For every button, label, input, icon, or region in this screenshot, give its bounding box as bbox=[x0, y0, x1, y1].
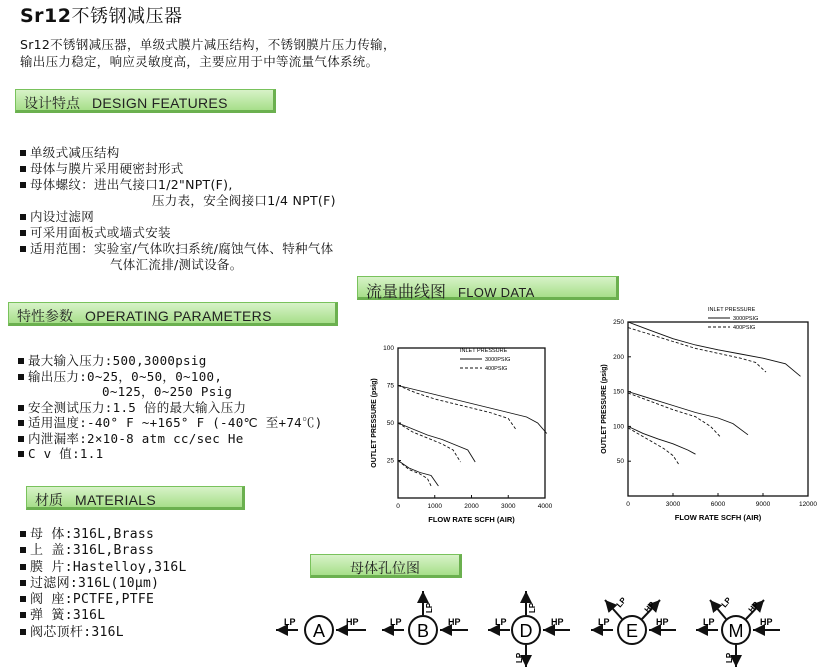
port-letter: E bbox=[625, 621, 639, 641]
bullet-icon bbox=[20, 596, 26, 602]
lp-label: LP bbox=[703, 617, 715, 627]
list-item: 弹 簧:316L bbox=[20, 608, 187, 624]
hp-label: HP bbox=[551, 617, 564, 627]
lp-label: LP bbox=[598, 617, 610, 627]
materials-banner bbox=[26, 486, 245, 510]
legend-entry: 400PSIG bbox=[733, 325, 756, 331]
lp-label: LP bbox=[284, 617, 296, 627]
product-name: 不锈钢减压器 bbox=[71, 6, 183, 27]
series-line bbox=[628, 392, 748, 435]
y-tick-label: 100 bbox=[383, 345, 394, 352]
series-line bbox=[398, 423, 461, 462]
list-item: 阀 座:PCTFE,PTFE bbox=[20, 592, 187, 608]
y-tick-label: 200 bbox=[613, 353, 624, 361]
hp-label: HP bbox=[642, 599, 657, 615]
series-line bbox=[628, 322, 801, 376]
legend-entry: 400PSIG bbox=[485, 366, 508, 372]
banner-en: OPERATING PARAMETERS bbox=[85, 308, 272, 324]
flow-data-banner bbox=[357, 276, 619, 300]
list-item: 适用范围：实验室/气体吹扫系统/腐蚀气体、特种气体 bbox=[20, 241, 336, 257]
list-item-continuation: 0~125，0~250 Psig bbox=[102, 384, 233, 399]
lp-label: LP bbox=[528, 602, 537, 613]
x-tick-label: 0 bbox=[396, 503, 400, 510]
hp-label: HP bbox=[448, 617, 461, 627]
x-tick-label: 9000 bbox=[755, 501, 771, 508]
banner-cn: 设计特点 bbox=[24, 96, 80, 112]
banner-en: DESIGN FEATURES bbox=[92, 95, 228, 111]
x-axis-label: FLOW RATE SCFH (AIR) bbox=[428, 515, 515, 524]
port-letter: M bbox=[728, 621, 744, 641]
y-tick-label: 50 bbox=[386, 420, 394, 427]
list-item: 母体螺纹：进出气接口1/2"NPT(F), bbox=[20, 177, 336, 193]
bullet-icon bbox=[20, 246, 26, 252]
operating-parameters-list bbox=[18, 353, 323, 462]
y-tick-label: 75 bbox=[386, 382, 394, 390]
list-item: 输出压力:0~25，0~50，0~100, bbox=[18, 369, 323, 385]
y-tick-label: 100 bbox=[613, 423, 624, 431]
product-description bbox=[20, 36, 396, 70]
y-axis-label: OUTLET PRESSURE (psig) bbox=[601, 364, 608, 454]
list-item: C v 值:1.1 bbox=[18, 446, 323, 462]
list-item: 安全测试压力:1.5 倍的最大输入压力 bbox=[18, 400, 323, 416]
legend-entry: 3000PSIG bbox=[733, 316, 759, 322]
series-line bbox=[398, 386, 516, 430]
hp-label: HP bbox=[656, 617, 669, 627]
bullet-icon bbox=[20, 564, 26, 570]
bullet-icon bbox=[20, 166, 26, 172]
port-layout-diagram bbox=[270, 585, 790, 670]
banner-cn: 母体孔位图 bbox=[350, 561, 420, 577]
banner-cn: 材质 bbox=[35, 493, 63, 509]
list-item: 过滤网:316L(10μm) bbox=[20, 576, 187, 592]
hp-label: HP bbox=[746, 599, 761, 615]
x-tick-label: 0 bbox=[626, 501, 630, 508]
x-tick-label: 3000 bbox=[665, 501, 681, 508]
list-item: 阀芯顶杆:316L bbox=[20, 625, 187, 641]
design-features-banner bbox=[15, 89, 276, 113]
port-letter: D bbox=[519, 621, 533, 641]
lp-label: LP bbox=[719, 595, 734, 610]
bullet-icon bbox=[20, 230, 26, 236]
lp-label: LP bbox=[390, 617, 402, 627]
design-features-list bbox=[20, 145, 336, 273]
lp-label: LP bbox=[614, 595, 629, 610]
lp-label: LP bbox=[425, 602, 434, 613]
list-item: 母 体:316L,Brass bbox=[20, 527, 187, 543]
bullet-icon bbox=[20, 612, 26, 618]
series-line bbox=[398, 423, 475, 462]
lp-label: LP bbox=[725, 652, 734, 663]
y-tick-label: 25 bbox=[386, 457, 394, 465]
page-title bbox=[20, 2, 183, 28]
bullet-icon bbox=[18, 436, 24, 442]
bullet-icon bbox=[20, 629, 26, 635]
list-item: 单级式减压结构 bbox=[20, 145, 336, 161]
port-config-d bbox=[488, 591, 570, 667]
list-item: 母体与膜片采用硬密封形式 bbox=[20, 161, 336, 177]
list-item: 内泄漏率:2×10-8 atm cc/sec He bbox=[18, 431, 323, 447]
operating-parameters-banner bbox=[8, 302, 338, 326]
legend-title: INLET PRESSURE bbox=[708, 307, 756, 313]
description-line: Sr12不锈钢减压器，单级式膜片减压结构，不锈钢膜片压力传输， bbox=[20, 37, 396, 52]
series-line bbox=[628, 328, 766, 373]
chart-frame bbox=[628, 322, 808, 496]
list-item-continuation: 压力表，安全阀接口1/4 NPT(F) bbox=[152, 193, 336, 208]
bullet-icon bbox=[18, 374, 24, 380]
lp-label: LP bbox=[495, 617, 507, 627]
x-tick-label: 2000 bbox=[464, 503, 479, 510]
y-tick-label: 50 bbox=[616, 458, 624, 466]
series-line bbox=[398, 461, 431, 487]
flow-chart-large bbox=[590, 307, 818, 530]
hp-label: HP bbox=[346, 617, 359, 627]
chart-frame bbox=[398, 348, 545, 498]
bullet-icon bbox=[18, 405, 24, 411]
list-item: 适用温度:-40° F ~+165° F (-40℃ 至+74℃) bbox=[18, 415, 323, 431]
banner-cn: 流量曲线图 bbox=[366, 282, 447, 301]
bullet-icon bbox=[20, 182, 26, 188]
list-item-continuation: 气体汇流排/测试设备。 bbox=[110, 257, 243, 272]
list-item: 可采用面板式或墙式安装 bbox=[20, 225, 336, 241]
series-line bbox=[398, 386, 547, 434]
series-line bbox=[398, 461, 438, 487]
x-tick-label: 1000 bbox=[427, 503, 442, 510]
bullet-icon bbox=[18, 451, 24, 457]
list-item: 上 盖:316L,Brass bbox=[20, 543, 187, 559]
banner-cn: 特性参数 bbox=[17, 309, 73, 325]
banner-en: FLOW DATA bbox=[458, 285, 535, 300]
bullet-icon bbox=[20, 214, 26, 220]
port-config-b bbox=[382, 591, 468, 644]
hp-label: HP bbox=[760, 617, 773, 627]
lp-label: LP bbox=[515, 652, 524, 663]
y-tick-label: 150 bbox=[613, 388, 624, 396]
x-tick-label: 6000 bbox=[710, 501, 726, 508]
port-letter: A bbox=[312, 621, 326, 641]
port-config-m bbox=[696, 595, 780, 667]
bullet-icon bbox=[20, 150, 26, 156]
port-config-a bbox=[276, 616, 366, 644]
list-item: 内设过滤网 bbox=[20, 209, 336, 225]
x-axis-label: FLOW RATE SCFH (AIR) bbox=[674, 513, 762, 522]
banner-en: MATERIALS bbox=[75, 492, 157, 508]
y-tick-label: 250 bbox=[613, 319, 624, 326]
list-item: 最大输入压力:500,3000psig bbox=[18, 353, 323, 369]
list-item: 膜 片:Hastelloy,316L bbox=[20, 560, 187, 576]
bullet-icon bbox=[20, 547, 26, 553]
bullet-icon bbox=[20, 531, 26, 537]
legend-title: INLET PRESSURE bbox=[460, 348, 508, 354]
port-letter: B bbox=[416, 621, 430, 641]
flow-chart-small bbox=[360, 340, 570, 530]
materials-list bbox=[20, 527, 187, 641]
port-config-e bbox=[591, 595, 676, 644]
series-line bbox=[628, 428, 679, 465]
product-model: Sr12 bbox=[20, 5, 72, 27]
series-line bbox=[628, 426, 696, 454]
bullet-icon bbox=[18, 358, 24, 364]
bullet-icon bbox=[18, 420, 24, 426]
x-tick-label: 12000 bbox=[798, 501, 818, 508]
y-axis-label: OUTLET PRESSURE (psig) bbox=[371, 378, 378, 468]
legend-entry: 3000PSIG bbox=[485, 357, 511, 363]
description-line: 输出压力稳定，响应灵敏度高，主要应用于中等流量气体系统。 bbox=[20, 54, 379, 69]
x-tick-label: 4000 bbox=[537, 503, 553, 510]
port-layout-banner bbox=[310, 554, 462, 578]
x-tick-label: 3000 bbox=[501, 503, 516, 510]
bullet-icon bbox=[20, 580, 26, 586]
